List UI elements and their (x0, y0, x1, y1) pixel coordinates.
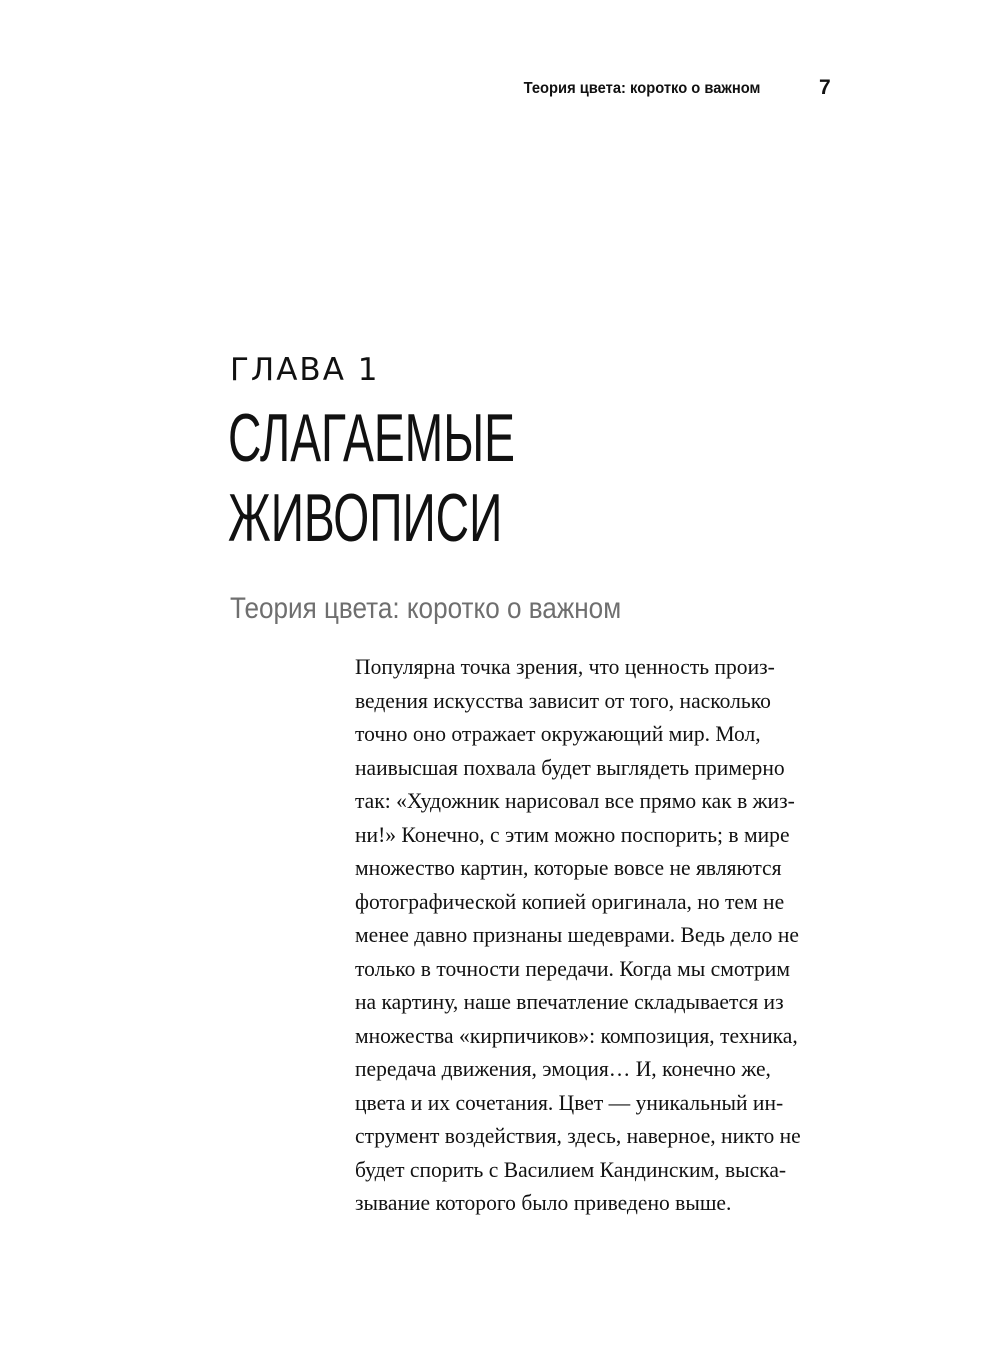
body-line: на картину, наше впечатление складывается из (355, 989, 784, 1014)
section-title: Теория цвета: коротко о важном (230, 592, 622, 625)
chapter-title-line: СЛАГАЕМЫЕ (228, 400, 515, 476)
chapter-title-line: ЖИВОПИСИ (228, 480, 503, 556)
body-line: ни!» Конечно, с этим можно поспорить; в мире (355, 821, 790, 847)
body-line: передача движения, эмоция… И, конечно же, (355, 1056, 771, 1081)
body-line: ведения искусства зависит от того, насколько (355, 687, 771, 713)
body-line: только в точности передачи. Когда мы смотрим (355, 955, 790, 981)
body-line: цвета и их сочетания. Цвет — уникальный ин- (355, 1089, 784, 1115)
body-line: менее давно признаны шедеврами. Ведь дело не (355, 922, 799, 947)
page-number: 7 (819, 76, 831, 99)
body-line: точно оно отражает окружающий мир. Мол, (355, 721, 761, 746)
chapter-label: ГЛАВА 1 (230, 352, 380, 388)
body-line: множества «кирпичиков»: композиция, техника, (355, 1022, 798, 1048)
body-line: будет спорить с Василием Кандинским, выска- (355, 1156, 787, 1182)
chapter-title (228, 398, 515, 558)
running-header-title: Теория цвета: коротко о важном (523, 80, 760, 97)
body-paragraph (355, 650, 855, 1220)
body-line: струмент воздействия, здесь, наверное, никто не (355, 1123, 801, 1148)
body-line: множество картин, которые вовсе не являются (355, 855, 782, 880)
body-line: фотографической копией оригинала, но тем не (355, 888, 785, 914)
body-line: зывание которого было приведено выше. (355, 1190, 732, 1215)
body-line: наивысшая похвала будет выглядеть примерно (355, 754, 785, 780)
running-header (0, 76, 1000, 106)
body-line: так: «Художник нарисовал все прямо как в жиз- (355, 788, 795, 813)
body-line: Популярна точка зрения, что ценность произ- (355, 654, 775, 679)
